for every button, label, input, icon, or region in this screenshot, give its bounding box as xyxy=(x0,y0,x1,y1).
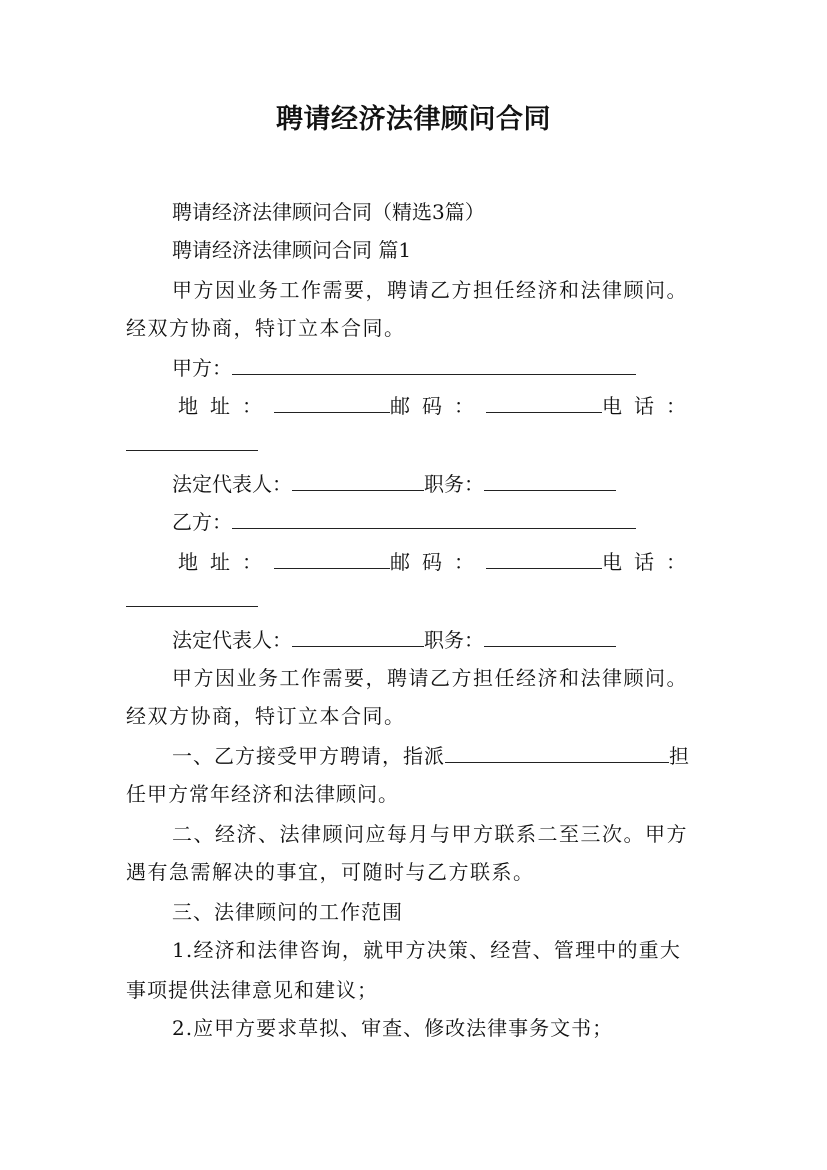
intro2-line-1: 甲方因业务工作需要，聘请乙方担任经济和法律顾问。 xyxy=(172,666,688,690)
party-a-position-blank[interactable] xyxy=(484,470,616,491)
clause-3-1-line-2: 事项提供法律意见和建议； xyxy=(126,978,378,1002)
clause-3-heading: 三、法律顾问的工作范围 xyxy=(172,900,403,924)
party-b-blank[interactable] xyxy=(232,508,636,529)
party-b-rep-row xyxy=(172,626,616,654)
party-b-zip-label: 邮码： xyxy=(390,550,486,574)
clause-1-blank[interactable] xyxy=(445,742,669,763)
party-a-phone-blank[interactable] xyxy=(126,430,258,451)
intro2-line-2: 经双方协商，特订立本合同。 xyxy=(126,704,406,728)
party-b-address-label: 地址： xyxy=(178,550,274,574)
party-a-position-label: 职务： xyxy=(424,472,484,496)
clause-1-line-1 xyxy=(172,742,690,770)
party-a-address-label: 地址： xyxy=(178,394,274,418)
party-b-address-blank[interactable] xyxy=(274,548,390,569)
party-a-zip-blank[interactable] xyxy=(486,392,602,413)
party-a-rep-label: 法定代表人： xyxy=(172,472,292,496)
party-b-rep-label: 法定代表人： xyxy=(172,628,292,652)
party-b-rep-blank[interactable] xyxy=(292,626,424,647)
document-title: 聘请经济法律顾问合同 xyxy=(276,104,551,135)
party-a-row xyxy=(172,354,636,382)
party-b-zip-blank[interactable] xyxy=(486,548,602,569)
clause-1-tail: 担 xyxy=(669,744,690,768)
party-b-phone-blank[interactable] xyxy=(126,586,258,607)
party-b-position-label: 职务： xyxy=(424,628,484,652)
party-a-address-row xyxy=(178,392,698,420)
party-b-label: 乙方： xyxy=(172,510,232,534)
clause-3-1-line-1: 1.经济和法律咨询，就甲方决策、经营、管理中的重大 xyxy=(172,938,682,962)
clause-2-line-2: 遇有急需解决的事宜，可随时与乙方联系。 xyxy=(126,860,535,884)
party-b-position-blank[interactable] xyxy=(484,626,616,647)
clause-1-line-2: 任甲方常年经济和法律顾问。 xyxy=(126,782,399,806)
clause-1-text: 一、乙方接受甲方聘请，指派 xyxy=(172,744,445,768)
party-a-label: 甲方： xyxy=(172,356,232,380)
party-a-address-blank[interactable] xyxy=(274,392,390,413)
party-b-phone-label: 电话： xyxy=(602,550,698,574)
party-b-phone-row xyxy=(126,586,258,614)
party-b-address-row xyxy=(178,548,698,576)
intro-line-1 xyxy=(172,276,702,304)
party-a-blank[interactable] xyxy=(232,354,636,375)
party-a-phone-row xyxy=(126,430,258,458)
party-a-rep-blank[interactable] xyxy=(292,470,424,491)
subtitle: 聘请经济法律顾问合同（精选3篇） xyxy=(172,200,485,224)
party-a-rep-row xyxy=(172,470,616,498)
section-heading: 聘请经济法律顾问合同 篇1 xyxy=(172,238,412,262)
party-b-row xyxy=(172,508,636,536)
intro-line-2: 经双方协商，特订立本合同。 xyxy=(126,316,406,340)
clause-3-2: 2.应甲方要求草拟、审查、修改法律事务文书； xyxy=(172,1016,614,1040)
intro-line-1-text: 甲方因业务工作需要，聘请乙方担任经济和法律顾问。 xyxy=(172,278,688,302)
clause-2-line-1: 二、经济、法律顾问应每月与甲方联系二至三次。甲方 xyxy=(172,822,688,846)
party-a-zip-label: 邮码： xyxy=(390,394,486,418)
party-a-phone-label: 电话： xyxy=(602,394,698,418)
